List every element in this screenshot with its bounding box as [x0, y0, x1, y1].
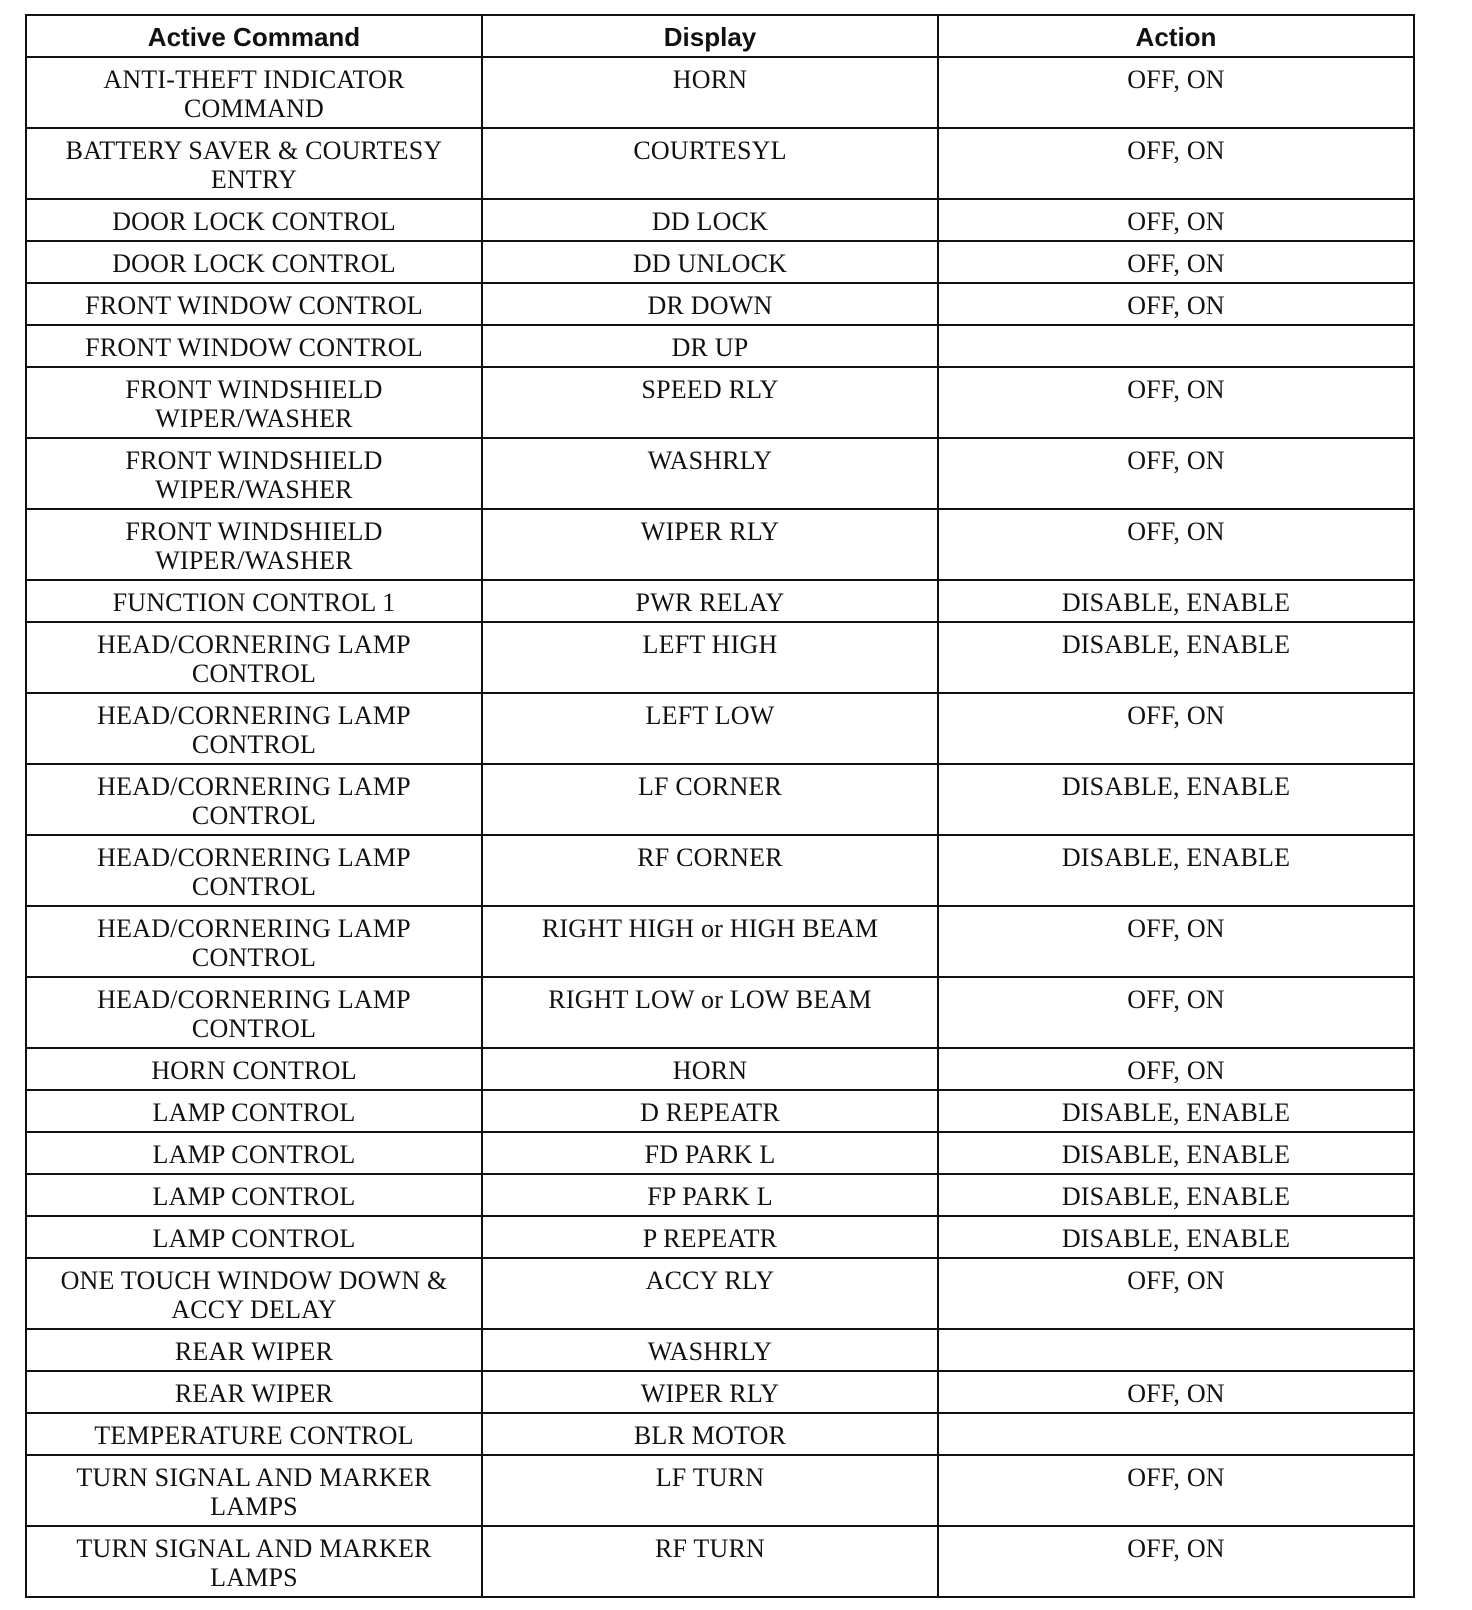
- cell-display: WASHRLY: [482, 1329, 938, 1371]
- cell-action: OFF, ON: [938, 1526, 1414, 1597]
- table-row: [26, 241, 1414, 283]
- cell-active-command: ONE TOUCH WINDOW DOWN & ACCY DELAY: [26, 1258, 482, 1329]
- cell-active-command: DOOR LOCK CONTROL: [26, 241, 482, 283]
- cell-display: DD UNLOCK: [482, 241, 938, 283]
- cell-display: LEFT LOW: [482, 693, 938, 764]
- table-header-row: [26, 15, 1414, 57]
- table-row: [26, 325, 1414, 367]
- cell-display: HORN: [482, 57, 938, 128]
- header-display: Display: [482, 15, 938, 57]
- cell-active-command: FUNCTION CONTROL 1: [26, 580, 482, 622]
- table-row: [26, 693, 1414, 764]
- cell-action: [938, 325, 1414, 367]
- cell-active-command: HEAD/CORNERING LAMP CONTROL: [26, 906, 482, 977]
- cell-display: WASHRLY: [482, 438, 938, 509]
- table-row: [26, 1048, 1414, 1090]
- cell-display: WIPER RLY: [482, 1371, 938, 1413]
- table-row: [26, 509, 1414, 580]
- cell-display: RF CORNER: [482, 835, 938, 906]
- cell-active-command: HEAD/CORNERING LAMP CONTROL: [26, 977, 482, 1048]
- table-row: [26, 580, 1414, 622]
- cell-display: BLR MOTOR: [482, 1413, 938, 1455]
- cell-display: RIGHT HIGH or HIGH BEAM: [482, 906, 938, 977]
- cell-action: DISABLE, ENABLE: [938, 764, 1414, 835]
- cell-action: OFF, ON: [938, 283, 1414, 325]
- cell-active-command: FRONT WINDOW CONTROL: [26, 325, 482, 367]
- cell-display: DD LOCK: [482, 199, 938, 241]
- cell-active-command: REAR WIPER: [26, 1329, 482, 1371]
- cell-active-command: TEMPERATURE CONTROL: [26, 1413, 482, 1455]
- cell-action: DISABLE, ENABLE: [938, 835, 1414, 906]
- header-active-command: Active Command: [26, 15, 482, 57]
- table-row: [26, 57, 1414, 128]
- table-row: [26, 1132, 1414, 1174]
- cell-action: DISABLE, ENABLE: [938, 622, 1414, 693]
- table-row: [26, 1413, 1414, 1455]
- cell-action: OFF, ON: [938, 509, 1414, 580]
- cell-action: [938, 1329, 1414, 1371]
- table-row: [26, 128, 1414, 199]
- cell-display: DR UP: [482, 325, 938, 367]
- cell-display: DR DOWN: [482, 283, 938, 325]
- table-row: [26, 1216, 1414, 1258]
- cell-active-command: REAR WIPER: [26, 1371, 482, 1413]
- table-row: [26, 367, 1414, 438]
- table-row: [26, 622, 1414, 693]
- cell-active-command: HEAD/CORNERING LAMP CONTROL: [26, 764, 482, 835]
- table-row: [26, 835, 1414, 906]
- cell-active-command: LAMP CONTROL: [26, 1216, 482, 1258]
- table-row: [26, 1329, 1414, 1371]
- table-row: [26, 764, 1414, 835]
- cell-action: OFF, ON: [938, 438, 1414, 509]
- cell-active-command: ANTI-THEFT INDICATOR COMMAND: [26, 57, 482, 128]
- table-row: [26, 977, 1414, 1048]
- cell-active-command: DOOR LOCK CONTROL: [26, 199, 482, 241]
- cell-display: COURTESYL: [482, 128, 938, 199]
- cell-active-command: FRONT WINDSHIELD WIPER/WASHER: [26, 509, 482, 580]
- cell-display: LF TURN: [482, 1455, 938, 1526]
- table-row: [26, 1455, 1414, 1526]
- cell-active-command: HEAD/CORNERING LAMP CONTROL: [26, 693, 482, 764]
- cell-active-command: TURN SIGNAL AND MARKER LAMPS: [26, 1455, 482, 1526]
- cell-display: SPEED RLY: [482, 367, 938, 438]
- header-action: Action: [938, 15, 1414, 57]
- cell-action: OFF, ON: [938, 693, 1414, 764]
- cell-active-command: BATTERY SAVER & COURTESY ENTRY: [26, 128, 482, 199]
- cell-action: OFF, ON: [938, 367, 1414, 438]
- table-row: [26, 438, 1414, 509]
- table-row: [26, 1526, 1414, 1597]
- cell-active-command: LAMP CONTROL: [26, 1174, 482, 1216]
- cell-active-command: HORN CONTROL: [26, 1048, 482, 1090]
- cell-action: OFF, ON: [938, 241, 1414, 283]
- cell-action: OFF, ON: [938, 1258, 1414, 1329]
- cell-active-command: FRONT WINDOW CONTROL: [26, 283, 482, 325]
- cell-display: RIGHT LOW or LOW BEAM: [482, 977, 938, 1048]
- table-row: [26, 1371, 1414, 1413]
- active-command-table-container: [25, 14, 1413, 1598]
- cell-action: OFF, ON: [938, 1455, 1414, 1526]
- cell-action: OFF, ON: [938, 128, 1414, 199]
- table-row: [26, 1090, 1414, 1132]
- cell-action: OFF, ON: [938, 57, 1414, 128]
- cell-active-command: FRONT WINDSHIELD WIPER/WASHER: [26, 438, 482, 509]
- table-row: [26, 199, 1414, 241]
- table-body: [26, 57, 1414, 1597]
- cell-display: WIPER RLY: [482, 509, 938, 580]
- table-row: [26, 283, 1414, 325]
- cell-display: PWR RELAY: [482, 580, 938, 622]
- cell-display: D REPEATR: [482, 1090, 938, 1132]
- cell-active-command: HEAD/CORNERING LAMP CONTROL: [26, 622, 482, 693]
- cell-action: OFF, ON: [938, 1048, 1414, 1090]
- cell-display: FD PARK L: [482, 1132, 938, 1174]
- cell-action: DISABLE, ENABLE: [938, 1132, 1414, 1174]
- cell-active-command: HEAD/CORNERING LAMP CONTROL: [26, 835, 482, 906]
- cell-display: ACCY RLY: [482, 1258, 938, 1329]
- cell-action: DISABLE, ENABLE: [938, 1090, 1414, 1132]
- cell-action: OFF, ON: [938, 977, 1414, 1048]
- cell-display: RF TURN: [482, 1526, 938, 1597]
- cell-action: OFF, ON: [938, 906, 1414, 977]
- cell-active-command: TURN SIGNAL AND MARKER LAMPS: [26, 1526, 482, 1597]
- table-row: [26, 1258, 1414, 1329]
- table-row: [26, 906, 1414, 977]
- cell-active-command: FRONT WINDSHIELD WIPER/WASHER: [26, 367, 482, 438]
- cell-action: OFF, ON: [938, 199, 1414, 241]
- cell-display: LF CORNER: [482, 764, 938, 835]
- cell-display: HORN: [482, 1048, 938, 1090]
- cell-display: LEFT HIGH: [482, 622, 938, 693]
- cell-action: OFF, ON: [938, 1371, 1414, 1413]
- cell-action: [938, 1413, 1414, 1455]
- table-row: [26, 1174, 1414, 1216]
- cell-display: P REPEATR: [482, 1216, 938, 1258]
- cell-active-command: LAMP CONTROL: [26, 1132, 482, 1174]
- active-command-table: [25, 14, 1415, 1598]
- cell-display: FP PARK L: [482, 1174, 938, 1216]
- cell-action: DISABLE, ENABLE: [938, 580, 1414, 622]
- cell-action: DISABLE, ENABLE: [938, 1216, 1414, 1258]
- cell-active-command: LAMP CONTROL: [26, 1090, 482, 1132]
- cell-action: DISABLE, ENABLE: [938, 1174, 1414, 1216]
